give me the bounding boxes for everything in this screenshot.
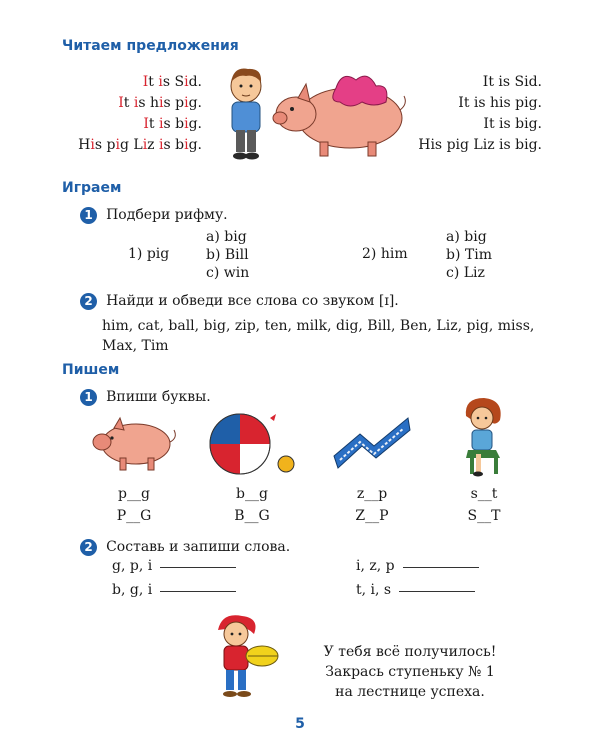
boy-with-sieve-icon bbox=[204, 612, 284, 702]
reading-sentence: It is big. bbox=[483, 116, 542, 132]
highlighted-letter: I bbox=[118, 95, 124, 111]
letter-gap-upper: S__T bbox=[467, 508, 501, 524]
scrambled-letters: t, i, s bbox=[356, 582, 392, 598]
section-heading-play: Играем bbox=[62, 180, 122, 196]
highlighted-letter: I bbox=[142, 74, 149, 90]
task-number-badge: 1 bbox=[80, 207, 97, 224]
sentence-fragment: g. bbox=[188, 95, 202, 111]
sentence-fragment: s h bbox=[138, 95, 159, 111]
rhyme-options-1 bbox=[206, 228, 249, 282]
highlighted-letter: i bbox=[184, 74, 189, 90]
scrambled-letters: g, p, i bbox=[112, 558, 153, 574]
pig-icon bbox=[88, 414, 180, 474]
highlighted-letter: i bbox=[142, 137, 148, 153]
sentence-fragment: z bbox=[147, 137, 159, 153]
reading-sentence: It is Sid. bbox=[482, 74, 542, 90]
girl-sitting-icon bbox=[456, 396, 512, 478]
task-title: Найди и обведи все слова со звуком [ɪ]. bbox=[106, 293, 399, 309]
rhyme-word-1: 1) pig bbox=[128, 246, 170, 262]
section-heading-reading: Читаем предложения bbox=[62, 38, 239, 54]
sentence-fragment: t bbox=[148, 74, 159, 90]
scrambled-word-row bbox=[356, 558, 479, 574]
scrambled-word-row bbox=[112, 558, 236, 574]
reading-sentence: It is his pig. bbox=[458, 95, 542, 111]
task-play-2 bbox=[80, 290, 399, 310]
success-message bbox=[300, 642, 520, 702]
rhyme-options-2 bbox=[446, 228, 492, 282]
task-title: Подбери рифму. bbox=[106, 207, 228, 223]
rhyme-option: b) Tim bbox=[446, 247, 492, 263]
highlighted-letter: i bbox=[159, 137, 164, 153]
letter-gap-lower: s__t bbox=[470, 486, 498, 502]
rhyme-option: c) Liz bbox=[446, 265, 485, 281]
sentence-fragment: g. bbox=[188, 137, 202, 153]
word-list bbox=[102, 316, 534, 356]
rhyme-option: a) big bbox=[446, 229, 487, 245]
letter-gap-lower: z__p bbox=[356, 486, 388, 502]
task-number-badge: 2 bbox=[80, 293, 97, 310]
sentence-fragment: s b bbox=[163, 116, 185, 132]
message-line: на лестнице успеха. bbox=[335, 684, 485, 700]
sentence-fragment: s S bbox=[162, 74, 185, 90]
letter-gap-upper: B__G bbox=[234, 508, 270, 524]
highlighted-letter: i bbox=[184, 116, 189, 132]
highlighted-letter: i bbox=[184, 137, 189, 153]
rhyme-option: b) Bill bbox=[206, 247, 249, 263]
answer-line[interactable] bbox=[403, 567, 479, 568]
word-list-line: him, cat, ball, big, zip, ten, milk, dig, Bill, Ben, Liz, pig, miss, bbox=[102, 318, 535, 334]
letter-gap-lower: b__g bbox=[236, 486, 268, 502]
scrambled-letters: b, g, i bbox=[112, 582, 153, 598]
rhyme-word-2: 2) him bbox=[362, 246, 408, 262]
reading-sentence bbox=[40, 114, 202, 135]
sentence-fragment: d. bbox=[188, 74, 202, 90]
task-play-1 bbox=[80, 204, 228, 224]
sentence-fragment: g L bbox=[119, 137, 143, 153]
sentence-fragment: t bbox=[123, 95, 134, 111]
sentence-fragment: s b bbox=[163, 137, 185, 153]
sentence-fragment: g. bbox=[188, 116, 202, 132]
reading-sentence bbox=[40, 135, 202, 156]
answer-line[interactable] bbox=[160, 591, 236, 592]
letter-gap-upper: P__G bbox=[116, 508, 152, 524]
highlighted-letter: i bbox=[115, 137, 120, 153]
highlighted-letter: i bbox=[158, 74, 163, 90]
highlighted-letter: i bbox=[184, 95, 189, 111]
rhyme-option: a) big bbox=[206, 229, 247, 245]
word-list-line: Max, Tim bbox=[102, 338, 169, 354]
reading-sentence bbox=[40, 72, 202, 93]
task-write-1 bbox=[80, 386, 211, 406]
boy-illustration bbox=[218, 64, 274, 164]
scrambled-word-row bbox=[112, 582, 236, 598]
task-number-badge: 2 bbox=[80, 539, 97, 556]
highlighted-letter: i bbox=[133, 95, 139, 111]
message-line: У тебя всё получилось! bbox=[323, 644, 497, 660]
sentence-fragment: s p bbox=[94, 137, 116, 153]
task-title: Впиши буквы. bbox=[106, 389, 211, 405]
task-number-badge: 1 bbox=[80, 389, 97, 406]
pig-in-tutu-illustration bbox=[272, 62, 412, 162]
letter-gap-lower: p__g bbox=[118, 486, 150, 502]
reading-sentences-highlighted bbox=[40, 72, 202, 156]
section-heading-write: Пишем bbox=[62, 362, 120, 378]
letter-gap-upper: Z__P bbox=[355, 508, 389, 524]
scrambled-word-row bbox=[356, 582, 475, 598]
sentence-fragment: H bbox=[78, 137, 91, 153]
highlighted-letter: i bbox=[90, 137, 95, 153]
task-title: Составь и запиши слова. bbox=[106, 539, 291, 555]
answer-line[interactable] bbox=[399, 591, 475, 592]
highlighted-letter: i bbox=[159, 116, 164, 132]
sentence-fragment: s p bbox=[163, 95, 185, 111]
message-line: Закрась ступеньку № 1 bbox=[325, 664, 495, 680]
reading-sentence: His pig Liz is big. bbox=[418, 137, 542, 153]
highlighted-letter: I bbox=[143, 116, 149, 132]
task-write-2 bbox=[80, 536, 290, 556]
zipper-icon bbox=[330, 412, 414, 476]
reading-sentence bbox=[40, 93, 202, 114]
scrambled-letters: i, z, p bbox=[356, 558, 395, 574]
ball-icon bbox=[206, 412, 298, 478]
highlighted-letter: i bbox=[159, 95, 164, 111]
sentence-fragment: t bbox=[148, 116, 159, 132]
rhyme-option: c) win bbox=[206, 265, 250, 281]
answer-line[interactable] bbox=[160, 567, 236, 568]
page-number: 5 bbox=[295, 716, 305, 732]
